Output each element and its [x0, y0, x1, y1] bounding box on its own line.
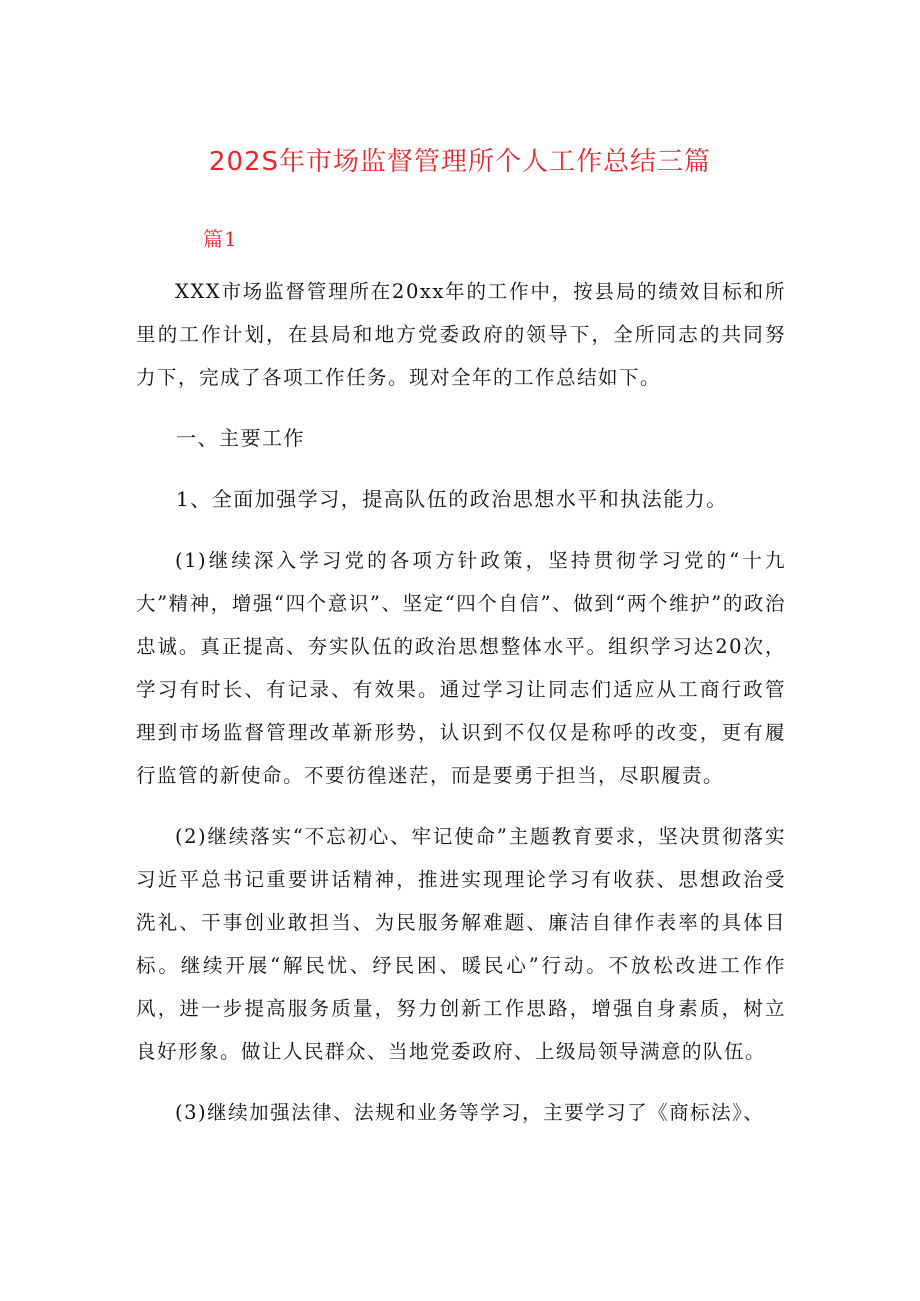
intro-paragraph: XXX市场监督管理所在20xx年的工作中，按县局的绩效目标和所里的工作计划，在县局和地方党委政府的领导下，全所同志的共同努力下，完成了各项工作任务。现对全年的工作总结如下。: [136, 280, 786, 389]
sub-item-1-paragraph: (1)继续深入学习党的各项方针政策，坚持贯彻学习党的“十九大”精神，增强“四个意识”、坚定“四个自信”、做到“两个维护”的政治忠诚。真正提高、夯实队伍的政治思想整体水平。组织学习达20次，学习有时长、有记录、有效果。通过学习让同志们适应从工商行政管理到市场监督管理改革新形势，认识到不仅仅是称呼的改变，更有履行监管的新使命。不要彷徨迷茫，而是要勇于担当，尽职履责。: [136, 549, 786, 787]
document-body: [136, 270, 786, 1152]
document-title: 202S年市场监督管理所个人工作总结三篇: [208, 147, 712, 177]
section-label: 篇1: [203, 227, 238, 251]
sub-item-3-paragraph: (3)继续加强法律、法规和业务等学习，主要学习了《商标法》、: [175, 1101, 765, 1124]
item-heading-study: 1、全面加强学习，提高队伍的政治思想水平和执法能力。: [176, 487, 728, 511]
section-heading-main-work: 一、主要工作: [176, 426, 305, 450]
sub-item-2-paragraph: (2)继续落实“不忘初心、牢记使命”主题教育要求，坚决贯彻落实习近平总书记重要讲话精神，推进实现理论学习有收获、思想政治受洗礼、干事创业敢担当、为民服务解难题、廉洁自律作表率的具体目标。继续开展“解民忧、纾民困、暖民心”行动。不放松改进工作作风，进一步提高服务质量，努力创新工作思路，增强自身素质，树立良好形象。做让人民群众、当地党委政府、上级局领导满意的队伍。: [136, 825, 786, 1063]
